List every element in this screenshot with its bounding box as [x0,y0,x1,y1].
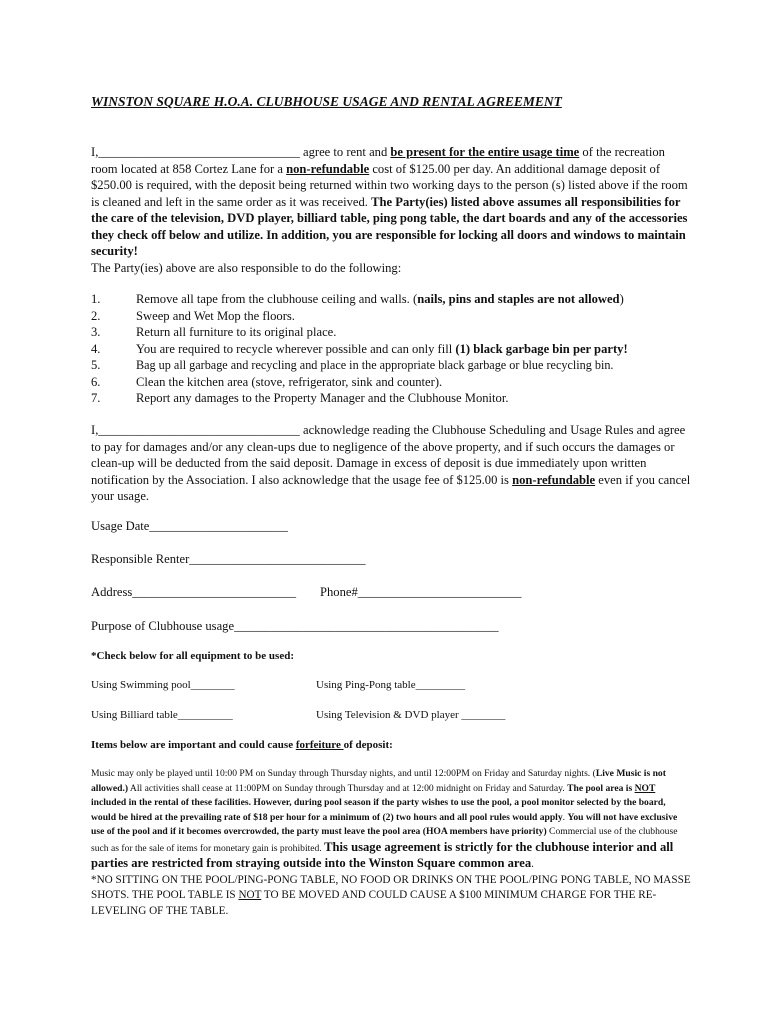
rules-notes: Music may only be played until 10:00 PM on Sunday through Thursday nights, and until 12:00PM on Friday and Saturday nights. (Live Music is not allowed.) All activities shall cease at 11:00PM on Sunday through Thursday and at 12:00 midnight on Friday and Saturday. The pool area is NOT included in the rental of these facilities. However, during pool season if the party wishes to use the pool, a pool monitor selected by the board, would be hired at the prevailing rate of $18 per hour for a minimum of (2) two hours and all pool rules would apply. You will not have exclusive use of the pool and if it becomes overcrowded, the party must leave the pool area (HOA members have priority) Commercial use of the clubhouse such as for the sale of items for monetary gain is prohibited. This usage agreement is strictly for the clubhouse interior and all parties are restricted from straying outside into the Winston Square common area. *NO SITTING ON THE POOL/PING-PONG TABLE, NO FOOD OR DRINKS ON THE POOL/PING PONG TABLE, NO MASSE SHOTS. THE POOL TABLE IS NOT TO BE MOVED AND COULD CAUSE A $100 MINIMUM CHARGE FOR THE RE-LEVELING OF THE TABLE. [91,768,691,917]
intro-text-3: of the recreation room located at 858 Cortez Lane for a [91,145,665,176]
address-field[interactable]: Address__________________________ [91,585,296,599]
intro-name-blank: ________________________________ [98,145,300,159]
ack-text-1: acknowledge reading the Clubhouse Scheduling and Usage Rules and agree to pay for damages and/or any clean-ups due to negligence of the above property, and if such occurs the damages or clean-up will be deducted from the said deposit. Damage in excess of deposit is due immediately upon written notification by the Association. I also acknowledge that the usage fee of $125.00 is [91,423,686,487]
list-item: 3. Return all furniture to its original place. [91,325,337,339]
intro-text-1: agree to rent and [299,145,391,159]
acknowledgement-paragraph [91,422,691,505]
equipment-heading: *Check below for all equipment to be used: [91,650,294,662]
document-title: WINSTON SQUARE H.O.A. CLUBHOUSE USAGE AND RENTAL AGREEMENT [91,94,562,109]
important-heading: Items below are important and could cause forfeiture of deposit: [91,739,393,751]
ack-name-blank: ________________________________ [98,423,300,437]
intro-present-requirement: be present for the entire usage time [390,145,580,159]
list-item: 5. Bag up all garbage and recycling and place in the appropriate black garbage or blue recycling bin. [91,358,614,372]
list-item: 6. Clean the kitchen area (stove, refrigerator, sink and counter). [91,374,443,389]
ack-text-3: even if you cancel your usage. [91,472,691,503]
list-item: 2. Sweep and Wet Mop the floors. [91,308,295,323]
purpose-field[interactable]: Purpose of Clubhouse usage__________________________________________ [91,619,499,633]
intro-responsibility: The Party(ies) listed above assumes all responsibilities for the care of the television, DVD player, billiard table, ping pong table, the dart boards and any of the accessories they check off below and utilize. In addition, you are responsible for locking all doors and windows to maintain security! [91,194,688,258]
intro-i: I, [91,145,99,159]
usage-date-field[interactable]: Usage Date______________________ [91,519,288,533]
phone-field[interactable]: Phone#__________________________ [320,585,522,599]
pool-table-rules: *NO SITTING ON THE POOL/PING-PONG TABLE, NO FOOD OR DRINKS ON THE POOL/PING PONG TABLE, NO MASSE SHOTS. THE POOL TABLE IS NOT TO BE MOVED AND COULD CAUSE A $100 MINIMUM CHARGE FOR THE RE-LEVELING OF THE TABLE. [91,873,691,917]
ack-non-refundable: non-refundable [512,472,596,487]
responsible-renter-field[interactable]: Responsible Renter____________________________ [91,552,366,566]
ack-i: I, [91,423,99,437]
billiard-checkbox[interactable]: Using Billiard table__________ [91,709,233,721]
television-dvd-checkbox[interactable]: Using Television & DVD player ________ [316,709,506,721]
intro-non-refundable: non-refundable [286,161,370,176]
intro-following: The Party(ies) above are also responsible to do the following: [91,260,402,275]
intro-paragraph [91,144,691,276]
list-item: 4. You are required to recycle wherever possible and can only fill (1) black garbage bin per party! [91,341,628,356]
responsibilities-list [91,291,691,407]
list-item: 1. Remove all tape from the clubhouse ceiling and walls. (nails, pins and staples are not allowed) [91,292,624,306]
list-item: 7. Report any damages to the Property Manager and the Clubhouse Monitor. [91,391,509,405]
intro-text-5: cost of $125.00 per day. An additional damage deposit of $250.00 is required, with the deposit being returned within two working days to the person (s) listed above if the room is cleaned and left in the same order as it was received. [91,161,688,209]
ping-pong-checkbox[interactable]: Using Ping-Pong table_________ [316,679,466,691]
swimming-pool-checkbox[interactable]: Using Swimming pool________ [91,679,235,691]
